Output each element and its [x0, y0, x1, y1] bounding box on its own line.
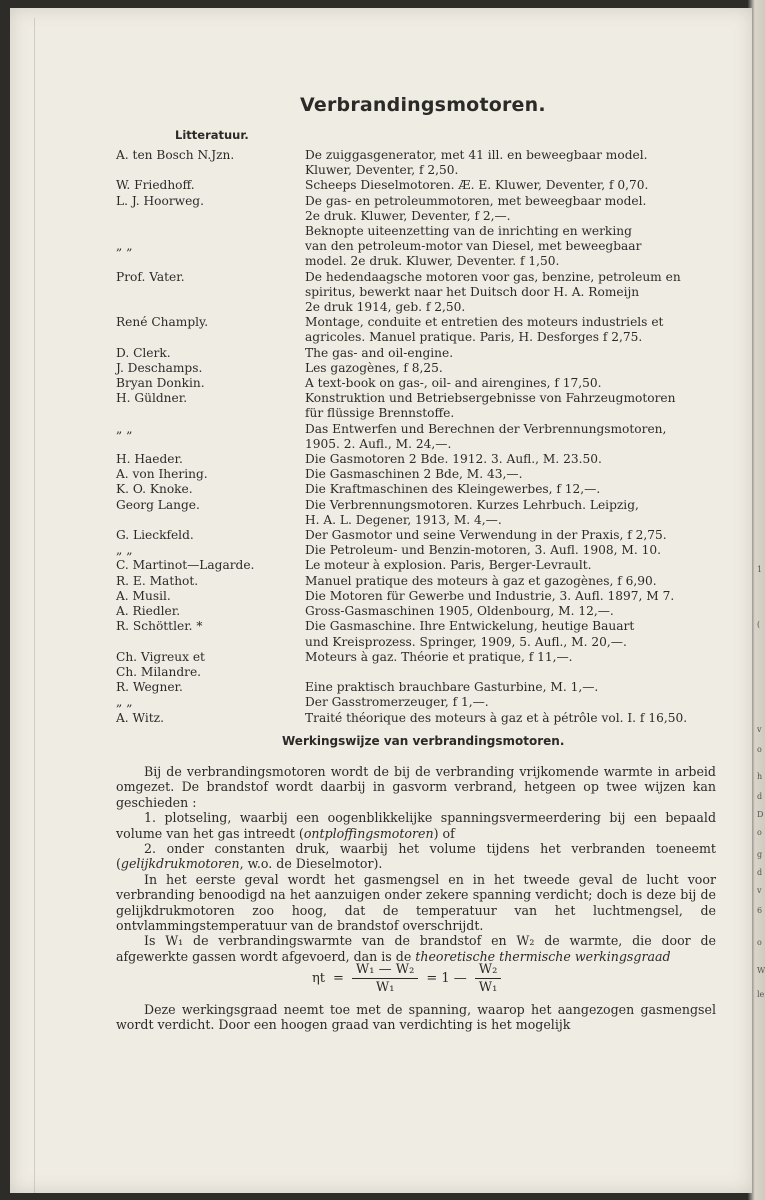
paragraph-compression: In het eerste geval wordt het gasmengsel en in het tweede geval de lucht voor verbranding benoodigd na het aanzuigen onder zekere spanning verdicht; doch is deze bij de gelijkdrukmotoren zoo hoog, dat de temperatuur van het luchtmengsel, de ontvlammingstemperatuur van de brandstof overschrijdt. — [116, 871, 716, 934]
italic-term: theoretische thermische werkingsgraad — [415, 948, 671, 964]
edge-mark: d — [757, 792, 763, 801]
literature-entry — [116, 452, 716, 467]
literature-work: Moteurs à gaz. Théorie et pratique, f 11,—. — [305, 649, 573, 664]
literature-entry — [116, 148, 716, 178]
fraction-2-denominator: W₁ — [478, 980, 498, 995]
page-title: Verbrandingsmotoren. — [300, 94, 546, 116]
literature-author: „ „ — [116, 543, 133, 558]
literature-work: Der Gasstromerzeuger, f 1,—. — [305, 695, 489, 710]
section-heading: Werkingswijze van verbrandingsmotoren. — [282, 734, 565, 748]
literature-work: Traité théorique des moteurs à gaz et à pétrôle vol. I. f 16,50. — [305, 710, 688, 725]
formula-middle: = 1 — — [426, 971, 467, 986]
literature-author: K. O. Knoke. — [116, 482, 193, 497]
literature-author: A. ten Bosch N.Jzn. — [116, 148, 235, 162]
literature-entry — [116, 361, 716, 376]
literature-work: Die Motoren für Gewerbe und Industrie, 3. Aufl. 1897, M 7. — [305, 588, 675, 603]
edge-mark: g — [757, 850, 763, 859]
literature-work: Le moteur à explosion. Paris, Berger-Levrault. — [305, 558, 592, 573]
paragraph-item-1: 1. plotseling, waarbij een oogenblikkelijke spanningsvermeerdering bij een bepaald volume van het gas intreedt (ontploffingsmotoren) of — [116, 810, 716, 841]
literature-entry — [116, 482, 716, 497]
literature-entry — [116, 315, 716, 345]
edge-mark: o — [757, 828, 762, 837]
literature-work — [305, 665, 716, 680]
literature-author: H. Güldner. — [116, 391, 188, 406]
edge-mark: D — [757, 810, 764, 819]
paragraph-closing: Deze werkingsgraad neemt toe met de spanning, waarop het aangezogen gasmengsel wordt verdicht. Door een hoogen graad van verdichting is het mogelijk — [116, 1002, 716, 1033]
literature-author: R. Wegner. — [116, 680, 183, 695]
edge-mark: d — [757, 868, 763, 877]
literature-entry — [116, 239, 716, 269]
literature-work: Konstruktion und Betriebsergebnisse von Fahrzeugmotoren für flüssige Brennstoffe. — [305, 391, 676, 421]
literature-author: J. Deschamps. — [116, 360, 203, 375]
literature-work: Die Gasmaschine. Ihre Entwickelung, heutige Bauart und Kreisprozess. Springer, 1909, 5. Aufl., M. 20,—. — [305, 619, 635, 649]
formula-equals: = — [333, 971, 344, 986]
edge-mark: h — [757, 772, 763, 781]
closing-text — [116, 1002, 716, 1033]
literature-entry — [116, 224, 716, 239]
literature-work: A text-book on gas-, oil- and airengines, f 17,50. — [305, 376, 602, 391]
fraction-2-numerator: W₂ — [475, 962, 502, 979]
literature-author: A. Musil. — [116, 588, 171, 603]
paragraph-efficiency: Is W₁ de verbrandingswarmte van de brandstof en W₂ de warmte, die door de afgewerkte gassen wordt afgevoerd, dan is de theoretische thermische werkingsgraad — [116, 933, 716, 964]
literature-work: Die Kraftmaschinen des Kleingewerbes, f 12,—. — [305, 482, 601, 497]
literature-entry — [116, 589, 716, 604]
edge-mark: le — [757, 990, 765, 999]
literature-author: D. Clerk. — [116, 345, 171, 360]
literature-author: Prof. Vater. — [116, 269, 185, 284]
literature-entry — [116, 711, 716, 726]
literature-entry — [116, 695, 716, 710]
fraction-1-numerator: W₁ — W₂ — [352, 962, 418, 979]
literature-heading: Litteratuur. — [175, 128, 249, 142]
formula-fraction-1 — [352, 962, 418, 995]
efficiency-formula — [312, 962, 501, 995]
literature-work: The gas- and oil-engine. — [305, 345, 454, 360]
fraction-1-denominator: W₁ — [375, 980, 395, 995]
italic-term: gelijkdrukmotoren — [120, 856, 240, 872]
edge-mark: o — [757, 938, 762, 947]
literature-work: De zuiggasgenerator, met 41 ill. en beweegbaar model. Kluwer, Deventer, f 2,50. — [305, 148, 648, 178]
gutter-line — [34, 18, 35, 1193]
literature-work: Gross-Gasmaschinen 1905, Oldenbourg, M. 12,—. — [305, 604, 614, 619]
literature-entry — [116, 391, 716, 421]
literature-entry — [116, 665, 716, 680]
literature-author: R. E. Mathot. — [116, 573, 199, 588]
edge-mark: ( — [757, 620, 761, 629]
literature-work: De hedendaagsche motoren voor gas, benzine, petroleum en spiritus, bewerkt naar het Duitsch door H. A. Romeijn 2e druk 1914, geb. f 2,50. — [305, 269, 681, 315]
literature-work: Die Petroleum- und Benzin-motoren, 3. Aufl. 1908, M. 10. — [305, 543, 662, 558]
literature-entry — [116, 178, 716, 193]
literature-author: „ „ — [116, 695, 133, 710]
literature-entry — [116, 619, 716, 649]
formula-lhs: ηt — [312, 971, 326, 986]
literature-author: Ch. Vigreux et — [116, 649, 205, 664]
literature-author: René Champly. — [116, 315, 209, 330]
literature-author: „ „ — [116, 239, 133, 254]
literature-entry — [116, 574, 716, 589]
body-text — [116, 764, 716, 964]
edge-mark: 1 — [757, 565, 763, 574]
literature-work: Die Verbrennungsmotoren. Kurzes Lehrbuch. Leipzig, H. A. L. Degener, 1913, M. 4,—. — [305, 497, 639, 527]
literature-work: Die Gasmotoren 2 Bde. 1912. 3. Aufl., M. 23.50. — [305, 452, 602, 467]
literature-work: Les gazogènes, f 8,25. — [305, 360, 443, 375]
literature-author: L. J. Hoorweg. — [116, 193, 204, 208]
literature-author: G. Lieckfeld. — [116, 528, 194, 543]
literature-entry — [116, 543, 716, 558]
literature-entry — [116, 194, 716, 224]
literature-list — [116, 148, 716, 726]
literature-work: De gas- en petroleummotoren, met beweegbaar model. 2e druk. Kluwer, Deventer, f 2,—. — [305, 193, 647, 223]
literature-author: A. Riedler. — [116, 604, 181, 619]
literature-author: „ „ — [116, 421, 133, 436]
literature-entry — [116, 680, 716, 695]
literature-author: Ch. Milandre. — [116, 664, 202, 679]
literature-work: Scheeps Dieselmotoren. Æ. E. Kluwer, Deventer, f 0,70. — [305, 178, 649, 193]
paragraph-item-2: 2. onder constanten druk, waarbij het volume tijdens het verbranden toeneemt (gelijkdrukmotoren, w.o. de Dieselmotor). — [116, 841, 716, 872]
literature-entry — [116, 467, 716, 482]
edge-mark: v — [757, 725, 762, 734]
literature-work: Eine praktisch brauchbare Gasturbine, M. 1,—. — [305, 680, 599, 695]
literature-entry — [116, 604, 716, 619]
paragraph-intro: Bij de verbrandingsmotoren wordt de bij de verbranding vrijkomende warmte in arbeid omgezet. De brandstof wordt daarbij in gasvorm verbrand, hetgeen op twee wijzen kan geschieden : — [116, 764, 716, 810]
literature-entry — [116, 528, 716, 543]
literature-entry — [116, 498, 716, 528]
literature-author: A. von Ihering. — [116, 467, 208, 482]
formula-fraction-2 — [475, 962, 502, 995]
literature-entry — [116, 270, 716, 316]
literature-author: C. Martinot—Lagarde. — [116, 558, 255, 573]
edge-mark: W — [757, 966, 765, 975]
literature-work: Der Gasmotor und seine Verwendung in der Praxis, f 2,75. — [305, 528, 667, 543]
literature-work: Manuel pratique des moteurs à gaz et gazogènes, f 6,90. — [305, 573, 657, 588]
literature-author: Bryan Donkin. — [116, 376, 205, 391]
literature-work: Beknopte uiteenzetting van de inrichting en werking — [305, 224, 632, 239]
literature-author: R. Schöttler. * — [116, 619, 203, 634]
edge-mark: v — [757, 886, 762, 895]
literature-entry — [116, 346, 716, 361]
literature-entry — [116, 650, 716, 665]
literature-work: van den petroleum-motor van Diesel, met beweegbaar model. 2e druk. Kluwer, Deventer. f 1,50. — [305, 239, 642, 269]
edge-mark: o — [757, 745, 762, 754]
literature-entry — [116, 376, 716, 391]
literature-entry — [116, 422, 716, 452]
literature-author: A. Witz. — [116, 710, 164, 725]
edge-mark: 6 — [757, 906, 763, 915]
literature-work: Die Gasmaschinen 2 Bde, M. 43,—. — [305, 467, 523, 482]
italic-term: ontploffingsmotoren — [303, 825, 434, 841]
literature-entry — [116, 558, 716, 573]
literature-author: Georg Lange. — [116, 497, 200, 512]
literature-work: Das Entwerfen und Berechnen der Verbrennungsmotoren, 1905. 2. Aufl., M. 24,—. — [305, 421, 667, 451]
literature-author: H. Haeder. — [116, 452, 183, 467]
literature-author: W. Friedhoff. — [116, 178, 195, 193]
literature-work: Montage, conduite et entretien des moteurs industriels et agricoles. Manuel pratique. Paris, H. Desforges f 2,75. — [305, 315, 664, 345]
